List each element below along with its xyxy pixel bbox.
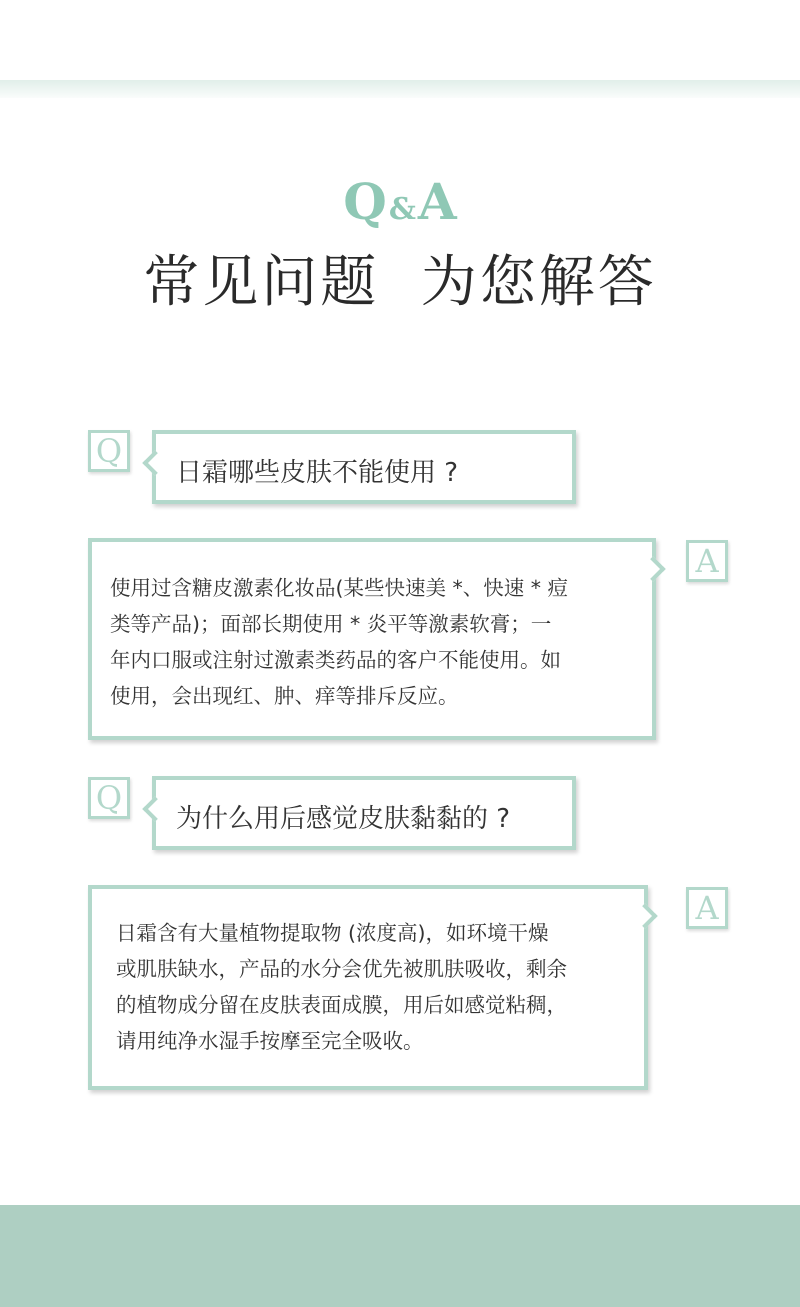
answer-box-1 [88, 538, 656, 740]
answer-line: 请用纯净水湿手按摩至完全吸收。 [116, 1029, 424, 1053]
question-text-2: 为什么用后感觉皮肤黏黏的 ? [176, 804, 511, 834]
top-decorative-band [0, 80, 800, 98]
footer-band [0, 1205, 800, 1307]
answer-line: 类等产品)；面部长期使用 * 炎平等激素软膏；一 [110, 612, 552, 636]
logo-ampersand: & [388, 192, 416, 227]
answer-pointer [632, 903, 657, 928]
question-pointer [142, 796, 167, 821]
answer-line: 日霜含有大量植物提取物 (浓度高)，如环境干燥 [116, 921, 549, 945]
answer-line: 年内口服或注射过激素类药品的客户不能使用。如 [110, 648, 561, 672]
answer-text-1 [110, 570, 568, 714]
answer-line: 使用，会出现红、肿、痒等排斥反应。 [110, 684, 459, 708]
answer-box-2 [88, 885, 648, 1090]
answer-line: 的植物成分留在皮肤表面成膜，用后如感觉粘稠， [116, 993, 567, 1017]
logo-a: A [417, 172, 457, 231]
question-tag-1: Q [88, 430, 130, 472]
logo-q: Q [343, 172, 387, 231]
answer-pointer [640, 556, 665, 581]
page-title: 常见问题 为您解答 [143, 250, 657, 315]
answer-text-2 [116, 915, 567, 1059]
question-tag-2: Q [88, 777, 130, 819]
answer-tag-2: A [686, 887, 728, 929]
answer-tag-1: A [686, 540, 728, 582]
question-text-1: 日霜哪些皮肤不能使用 ? [176, 458, 459, 488]
question-box-2 [152, 776, 576, 850]
question-box-1 [152, 430, 576, 504]
answer-line: 使用过含糖皮激素化妆品(某些快速美 *、快速 * 痘 [110, 576, 569, 600]
question-pointer [142, 450, 167, 475]
qa-logo [0, 172, 800, 231]
answer-line: 或肌肤缺水，产品的水分会优先被肌肤吸收，剩余 [116, 957, 567, 981]
